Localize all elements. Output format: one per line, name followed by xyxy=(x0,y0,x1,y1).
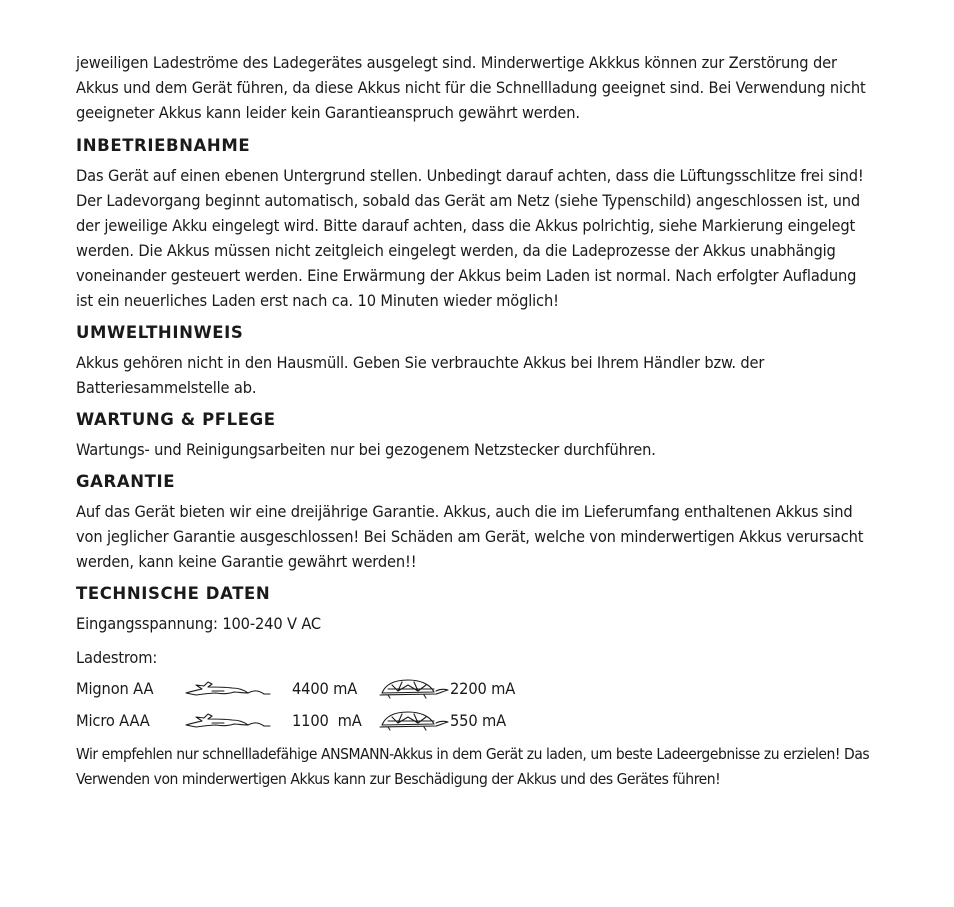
section-heading: INBETRIEBNAHME xyxy=(76,136,251,155)
section-heading: TECHNISCHE DATEN xyxy=(76,584,271,603)
manual-page xyxy=(76,50,876,801)
section-umwelthinweis xyxy=(76,322,876,400)
charge-current-label: Ladestrom: xyxy=(76,648,158,667)
intro-paragraph: jeweiligen Ladeströme des Ladegerätes ausgelegt sind. Minderwertige Akkkus können zur Zerstörung der Akkus und dem Gerät führen, da diese Akkus nicht für die Schnellladung geeignet sind. Bei Verwendung nicht geeigneter Akkus kann leider kein Garantieanspruch gewährt werden. xyxy=(76,53,866,122)
section-garantie xyxy=(76,471,876,574)
section-technische-daten xyxy=(76,583,876,792)
slow-current: 2200 mA xyxy=(450,678,516,698)
section-heading: WARTUNG & PFLEGE xyxy=(76,410,276,429)
section-wartung xyxy=(76,409,876,462)
rabbit-icon xyxy=(182,678,292,698)
fast-current: 1100 mA xyxy=(292,710,362,730)
turtle-icon xyxy=(378,677,450,699)
slow-current: 550 mA xyxy=(450,710,506,730)
input-voltage: Eingangsspannung: 100-240 V AC xyxy=(76,614,322,633)
battery-type: Mignon AA xyxy=(76,678,154,698)
battery-type: Micro AAA xyxy=(76,710,150,730)
charge-row-aa xyxy=(76,672,876,704)
section-text: Wartungs- und Reinigungsarbeiten nur bei gezogenem Netzstecker durchführen. xyxy=(76,440,656,459)
section-heading: UMWELTHINWEIS xyxy=(76,323,244,342)
recommendation-note: Wir empfehlen nur schnellladefähige ANSMANN-Akkus in dem Gerät zu laden, um beste Ladeergebnisse zu erzielen! Das Verwenden von minderwertigen Akkus kann zur Beschädigung der Akkus und des Gerätes führen! xyxy=(76,745,870,788)
section-heading: GARANTIE xyxy=(76,472,176,491)
section-inbetriebnahme xyxy=(76,135,876,313)
rabbit-icon xyxy=(182,710,292,730)
section-text: Akkus gehören nicht in den Hausmüll. Geben Sie verbrauchte Akkus bei Ihrem Händler bzw. der Batteriesammelstelle ab. xyxy=(76,353,765,397)
turtle-icon xyxy=(378,709,450,731)
section-text: Auf das Gerät bieten wir eine dreijährige Garantie. Akkus, auch die im Lieferumfang enthaltenen Akkus sind von jeglicher Garantie ausgeschlossen! Bei Schäden am Gerät, welche von minderwertigen Akkus verursacht werden, kann keine Garantie gewährt werden!! xyxy=(76,502,864,571)
charge-row-aaa xyxy=(76,704,876,736)
section-text: Das Gerät auf einen ebenen Untergrund stellen. Unbedingt darauf achten, dass die Lüftungsschlitze frei sind! Der Ladevorgang beginnt automatisch, sobald das Gerät am Netz (siehe Typenschild) angeschlossen ist, und der jeweilige Akku eingelegt wird. Bitte darauf achten, dass die Akkus polrichtig, siehe Markierung eingelegt werden. Die Akkus müssen nicht zeitgleich eingelegt werden, da die Ladeprozesse der Akkus unabhängig voneinander gesteuert werden. Eine Erwärmung der Akkus beim Laden ist normal. Nach erfolgter Aufladung ist ein neuerliches Laden erst nach ca. 10 Minuten wieder möglich! xyxy=(76,166,864,310)
fast-current: 4400 mA xyxy=(292,678,358,698)
